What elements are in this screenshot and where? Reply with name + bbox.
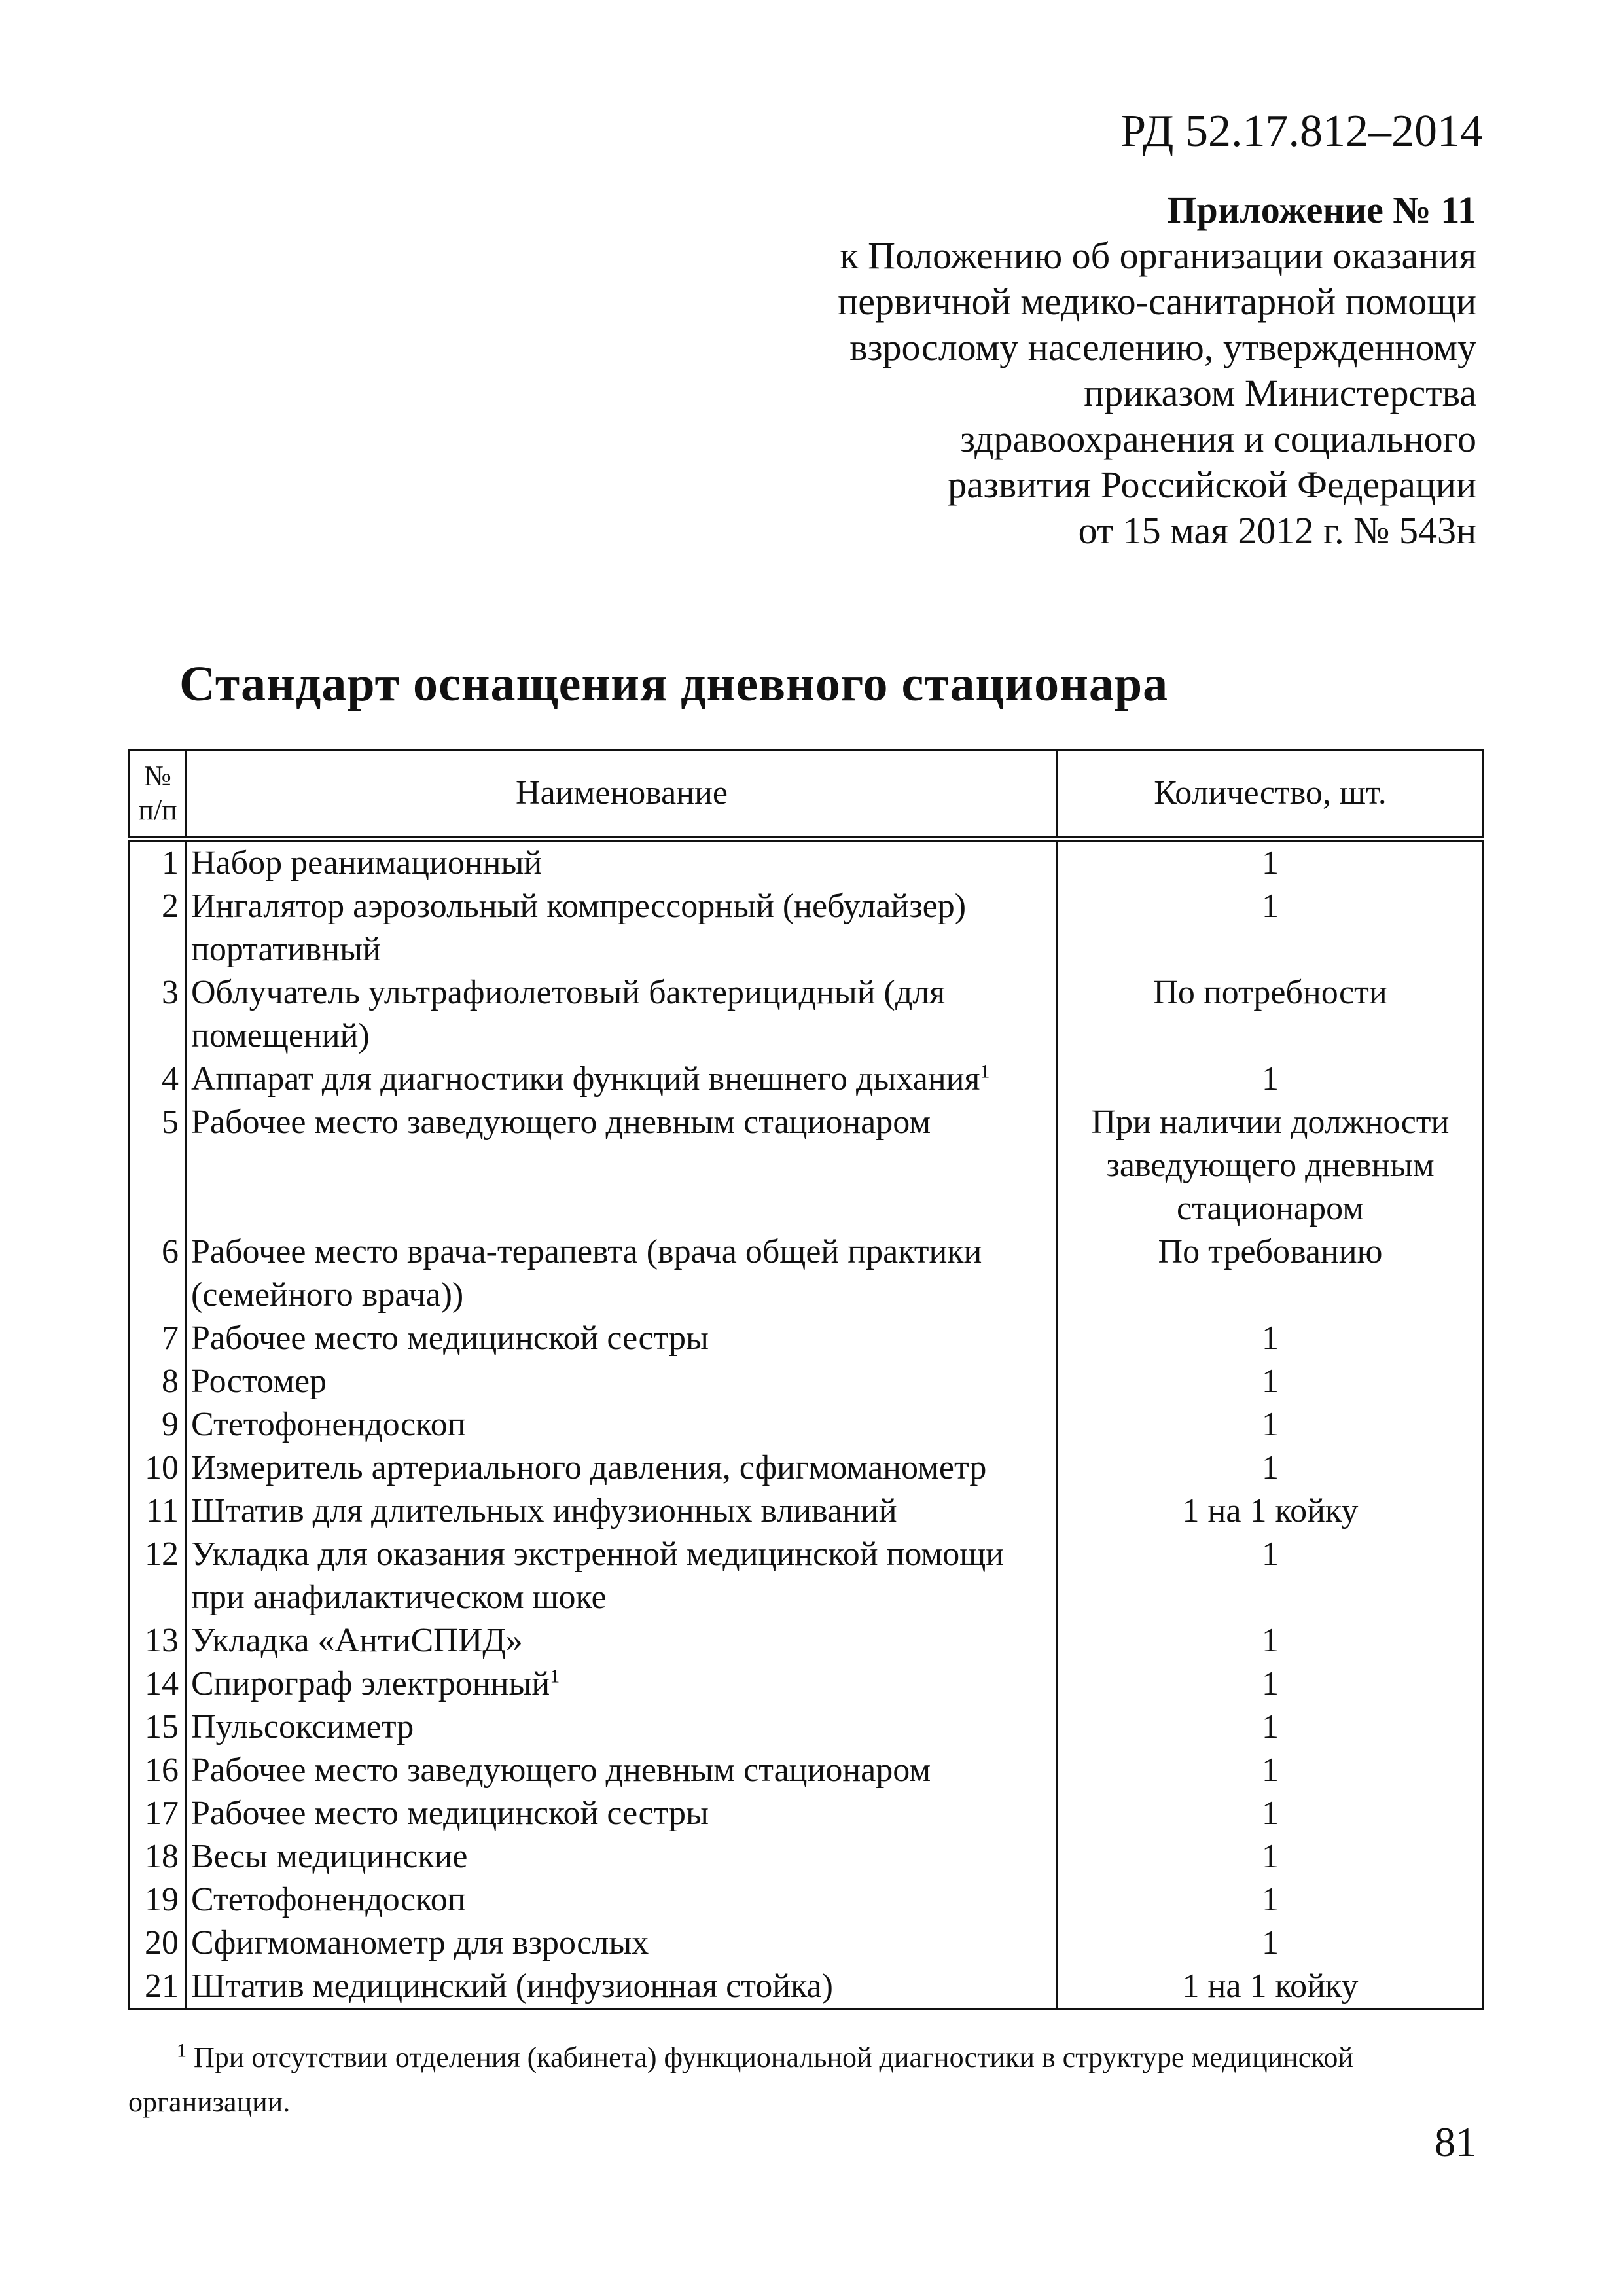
appendix-line: первичной медико-санитарной помощи — [838, 280, 1476, 323]
row-quantity: 1 на 1 койку — [1058, 1965, 1484, 2009]
appendix-title: Приложение № 11 — [1167, 188, 1476, 231]
footnote-mark: 1 — [177, 2039, 187, 2062]
table-row — [130, 1230, 1484, 1317]
row-number: 7 — [130, 1317, 187, 1360]
row-name-text: Стетофонендоскоп — [191, 1881, 466, 1918]
table-row — [130, 1317, 1484, 1360]
row-name-text: Рабочее место врача-терапевта (врача общей практики (семейного врача)) — [191, 1233, 982, 1314]
column-header-number-line1: № — [144, 760, 171, 792]
row-name — [187, 1058, 1058, 1101]
row-name — [187, 1403, 1058, 1446]
row-number: 21 — [130, 1965, 187, 2009]
row-number: 17 — [130, 1792, 187, 1835]
row-name-text: Рабочее место заведующего дневным стационаром — [191, 1103, 931, 1141]
row-name-text: Аппарат для диагностики функций внешнего дыхания — [191, 1060, 980, 1098]
row-name — [187, 1662, 1058, 1706]
page-title: Стандарт оснащения дневного стационара — [179, 656, 1169, 711]
row-number: 5 — [130, 1101, 187, 1230]
footnote — [128, 2036, 1484, 2125]
row-name — [187, 839, 1058, 886]
table-row — [130, 1533, 1484, 1619]
row-name-text: Измеритель артериального давления, сфигмоманометр — [191, 1449, 987, 1486]
equipment-table — [128, 749, 1484, 2010]
row-quantity: 1 — [1058, 1792, 1484, 1835]
row-number: 11 — [130, 1490, 187, 1533]
row-quantity: 1 — [1058, 1662, 1484, 1706]
table-row — [130, 885, 1484, 971]
page-number: 81 — [1435, 2119, 1476, 2165]
row-quantity: 1 — [1058, 1835, 1484, 1878]
row-name — [187, 1878, 1058, 1922]
row-name — [187, 1490, 1058, 1533]
row-name — [187, 1965, 1058, 2009]
table-header — [130, 750, 1484, 839]
row-name-text: Весы медицинские — [191, 1838, 468, 1875]
row-quantity: 1 — [1058, 1058, 1484, 1101]
footnote-reference: 1 — [550, 1665, 560, 1687]
table-row — [130, 1792, 1484, 1835]
table-row — [130, 1706, 1484, 1749]
row-name-text: Рабочее место медицинской сестры — [191, 1795, 709, 1832]
row-name — [187, 1835, 1058, 1878]
row-name-text: Сфигмоманометр для взрослых — [191, 1924, 649, 1962]
row-name-text: Ростомер — [191, 1363, 327, 1400]
table-row — [130, 1922, 1484, 1965]
column-header-number — [130, 750, 187, 839]
table-row — [130, 1835, 1484, 1878]
row-number: 16 — [130, 1749, 187, 1792]
row-quantity: 1 — [1058, 1403, 1484, 1446]
row-number: 2 — [130, 885, 187, 971]
row-quantity: 1 — [1058, 1706, 1484, 1749]
row-name — [187, 1360, 1058, 1403]
table-row — [130, 1490, 1484, 1533]
row-quantity: 1 на 1 койку — [1058, 1490, 1484, 1533]
row-name-text: Штатив для длительных инфузионных вливаний — [191, 1492, 897, 1530]
row-name-text: Рабочее место заведующего дневным стационаром — [191, 1751, 931, 1789]
row-name — [187, 1101, 1058, 1230]
footnote-reference: 1 — [980, 1060, 990, 1083]
table-row — [130, 1446, 1484, 1490]
row-name-text: Стетофонендоскоп — [191, 1406, 466, 1443]
row-number: 10 — [130, 1446, 187, 1490]
row-name-text: Ингалятор аэрозольный компрессорный (небулайзер) портативный — [191, 888, 967, 968]
table-row — [130, 971, 1484, 1058]
row-number: 3 — [130, 971, 187, 1058]
table-row — [130, 1878, 1484, 1922]
row-name-text: Пульсоксиметр — [191, 1708, 414, 1746]
row-quantity: 1 — [1058, 1619, 1484, 1662]
row-number: 6 — [130, 1230, 187, 1317]
row-number: 18 — [130, 1835, 187, 1878]
row-quantity: 1 — [1058, 1533, 1484, 1619]
row-number: 19 — [130, 1878, 187, 1922]
column-header-number-line2: п/п — [138, 794, 177, 826]
table-row — [130, 1965, 1484, 2009]
row-quantity: 1 — [1058, 1446, 1484, 1490]
row-number: 14 — [130, 1662, 187, 1706]
row-quantity: 1 — [1058, 1317, 1484, 1360]
table-row — [130, 1058, 1484, 1101]
appendix-line: развития Российской Федерации — [948, 463, 1476, 506]
row-quantity: 1 — [1058, 1360, 1484, 1403]
row-name-text: Штатив медицинский (инфузионная стойка) — [191, 1967, 833, 2005]
document-code: РД 52.17.812–2014 — [1120, 106, 1483, 156]
row-quantity: 1 — [1058, 1749, 1484, 1792]
row-number: 1 — [130, 839, 187, 886]
table-row — [130, 1619, 1484, 1662]
row-name-text: Укладка для оказания экстренной медицинской помощи при анафилактическом шоке — [191, 1535, 1005, 1616]
row-quantity: 1 — [1058, 839, 1484, 886]
row-number: 15 — [130, 1706, 187, 1749]
column-header-name: Наименование — [187, 750, 1058, 839]
table-body — [130, 839, 1484, 2009]
row-number: 8 — [130, 1360, 187, 1403]
row-quantity: 1 — [1058, 885, 1484, 971]
table-row — [130, 1360, 1484, 1403]
row-name-text: Рабочее место медицинской сестры — [191, 1319, 709, 1357]
row-name — [187, 1446, 1058, 1490]
row-name-text: Укладка «АнтиСПИД» — [191, 1622, 523, 1659]
row-name — [187, 1792, 1058, 1835]
table-row — [130, 839, 1484, 886]
row-name-text: Набор реанимационный — [191, 844, 543, 882]
row-name — [187, 1706, 1058, 1749]
table-row — [130, 1662, 1484, 1706]
row-number: 12 — [130, 1533, 187, 1619]
column-header-quantity: Количество, шт. — [1058, 750, 1484, 839]
table-row — [130, 1101, 1484, 1230]
table-row — [130, 1403, 1484, 1446]
row-name — [187, 1922, 1058, 1965]
row-number: 13 — [130, 1619, 187, 1662]
row-name — [187, 1533, 1058, 1619]
row-name — [187, 1230, 1058, 1317]
row-name — [187, 971, 1058, 1058]
row-number: 4 — [130, 1058, 187, 1101]
appendix-line: приказом Министерства — [1084, 372, 1476, 414]
appendix-line: к Положению об организации оказания — [840, 234, 1476, 277]
row-name — [187, 1749, 1058, 1792]
row-quantity: При наличии должности заведующего дневным стационаром — [1058, 1101, 1484, 1230]
row-name — [187, 1317, 1058, 1360]
row-name — [187, 1619, 1058, 1662]
row-quantity: 1 — [1058, 1878, 1484, 1922]
row-name-text: Спирограф электронный — [191, 1665, 550, 1702]
appendix-line: взрослому населению, утвержденному — [849, 326, 1476, 368]
row-number: 9 — [130, 1403, 187, 1446]
footnote-text: При отсутствии отделения (кабинета) функциональной диагностики в структуре медицинской организации. — [128, 2041, 1353, 2118]
row-quantity: По потребности — [1058, 971, 1484, 1058]
appendix-line: от 15 мая 2012 г. № 543н — [1078, 509, 1476, 552]
row-name-text: Облучатель ультрафиолетовый бактерицидный (для помещений) — [191, 974, 946, 1054]
row-name — [187, 885, 1058, 971]
row-number: 20 — [130, 1922, 187, 1965]
appendix-line: здравоохранения и социального — [960, 418, 1476, 460]
appendix-block — [838, 187, 1476, 554]
row-quantity: 1 — [1058, 1922, 1484, 1965]
table-row — [130, 1749, 1484, 1792]
row-quantity: По требованию — [1058, 1230, 1484, 1317]
